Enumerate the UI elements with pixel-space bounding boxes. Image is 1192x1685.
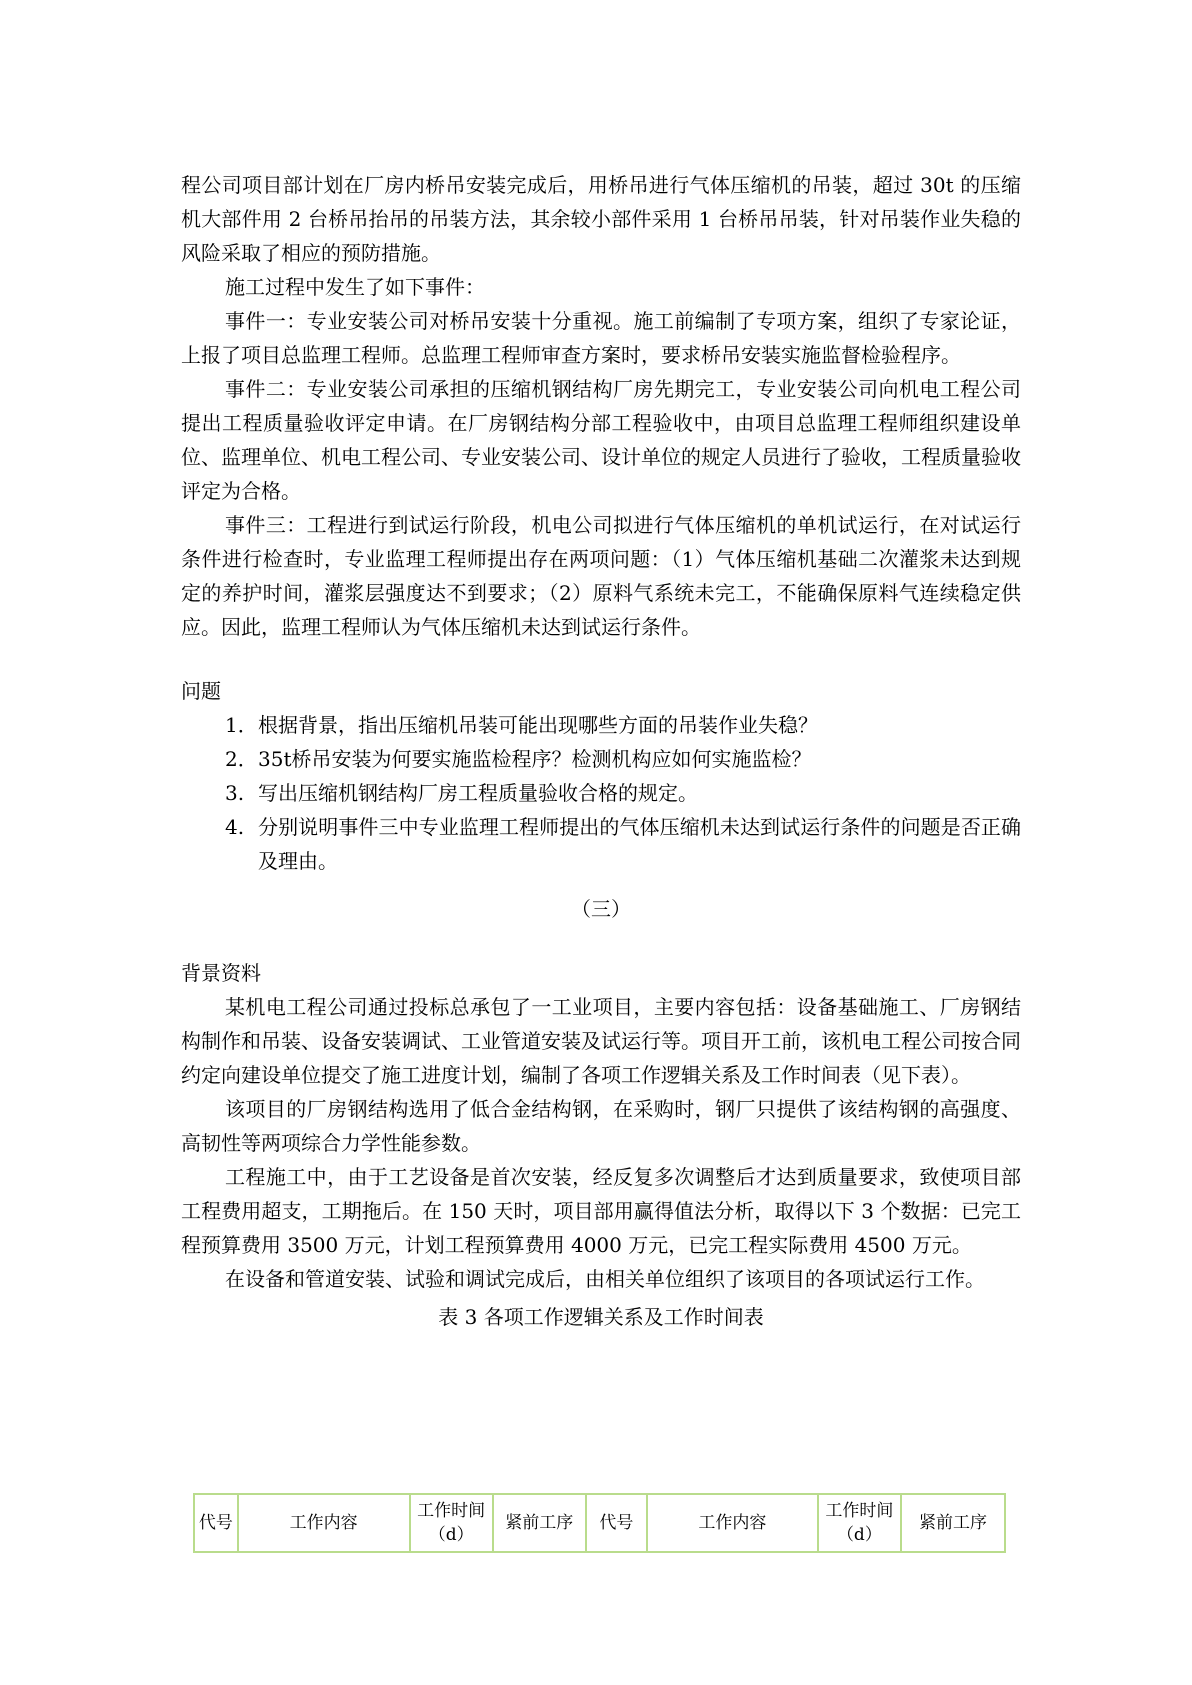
col-header-content: 工作内容 <box>238 1494 410 1552</box>
col-header-code: 代号 <box>586 1494 647 1552</box>
table-caption: 表 3 各项工作逻辑关系及工作时间表 <box>438 1305 764 1329</box>
work-schedule-table <box>193 1493 1006 1553</box>
question-item <box>181 742 1021 776</box>
section-mark: （三） <box>571 897 631 921</box>
col-header-predecessor: 紧前工序 <box>493 1494 586 1552</box>
paragraph: 事件二：专业安装公司承担的压缩机钢结构厂房先期完工，专业安装公司向机电工程公司提出工程质量验收评定申请。在厂房钢结构分部工程验收中，由项目总监理工程师组织建设单位、监理单位、机电工程公司、专业安装公司、设计单位的规定人员进行了验收，工程质量验收评定为合格。 <box>181 377 1021 503</box>
question-number: 3. <box>225 781 245 805</box>
questions-heading: 问题 <box>181 679 221 703</box>
paragraph: 事件一：专业安装公司对桥吊安装十分重视。施工前编制了专项方案，组织了专家论证，上报了项目总监理工程师。总监理工程师审查方案时，要求桥吊安装实施监督检验程序。 <box>181 309 1021 367</box>
question-number: 4. <box>225 815 245 839</box>
paragraph: 程公司项目部计划在厂房内桥吊安装完成后，用桥吊进行气体压缩机的吊装，超过 30t 的压缩机大部件用 2 台桥吊抬吊的吊装方法，其余较小部件采用 1 台桥吊吊装，针对吊装作业失稳的风险采取了相应的预防措施。 <box>181 173 1021 265</box>
paragraph: 事件三：工程进行到试运行阶段，机电公司拟进行气体压缩机的单机试运行，在对试运行条件进行检查时，专业监理工程师提出存在两项问题：（1）气体压缩机基础二次灌浆未达到规定的养护时间，灌浆层强度达不到要求；（2）原料气系统未完工，不能确保原料气连续稳定供应。因此，监理工程师认为气体压缩机未达到试运行条件。 <box>181 513 1021 639</box>
questions-list <box>181 708 1021 878</box>
document-body <box>181 168 1021 1334</box>
paragraph: 某机电工程公司通过投标总承包了一工业项目，主要内容包括：设备基础施工、厂房钢结构制作和吊装、设备安装调试、工业管道安装及试运行等。项目开工前，该机电工程公司按合同约定向建设单位提交了施工进度计划，编制了各项工作逻辑关系及工作时间表（见下表）。 <box>181 995 1021 1087</box>
col-header-code: 代号 <box>194 1494 238 1552</box>
paragraph: 该项目的厂房钢结构选用了低合金结构钢，在采购时，钢厂只提供了该结构钢的高强度、高韧性等两项综合力学性能参数。 <box>181 1097 1021 1155</box>
question-number: 2． <box>225 747 258 771</box>
table-header-row <box>194 1494 1005 1552</box>
paragraph: 工程施工中，由于工艺设备是首次安装，经反复多次调整后才达到质量要求，致使项目部工程费用超支，工期拖后。在 150 天时，项目部用赢得值法分析，取得以下 3 个数据：已完工程预算费用 3500 万元，计划工程预算费用 4000 万元，已完工程实际费用 4500 万元。 <box>181 1165 1021 1257</box>
question-item <box>181 776 1021 810</box>
col-header-predecessor: 紧前工序 <box>901 1494 1005 1552</box>
col-header-content: 工作内容 <box>647 1494 818 1552</box>
question-item <box>181 810 1021 878</box>
question-item <box>181 708 1021 742</box>
question-text: 写出压缩机钢结构厂房工程质量验收合格的规定。 <box>258 781 698 805</box>
col-header-duration: 工作时间 （d） <box>818 1494 901 1552</box>
question-text: 35t桥吊安装为何要实施监检程序？检测机构应如何实施监检？ <box>258 747 812 771</box>
question-number: 1． <box>225 713 258 737</box>
question-text: 根据背景，指出压缩机吊装可能出现哪些方面的吊装作业失稳？ <box>258 713 818 737</box>
col-header-duration: 工作时间 （d） <box>410 1494 493 1552</box>
paragraph: 施工过程中发生了如下事件： <box>225 275 485 299</box>
paragraph: 在设备和管道安装、试验和调试完成后，由相关单位组织了该项目的各项试运行工作。 <box>225 1267 985 1291</box>
background-heading: 背景资料 <box>181 961 261 985</box>
question-text: 分别说明事件三中专业监理工程师提出的气体压缩机未达到试运行条件的问题是否正确及理由。 <box>258 815 1021 873</box>
